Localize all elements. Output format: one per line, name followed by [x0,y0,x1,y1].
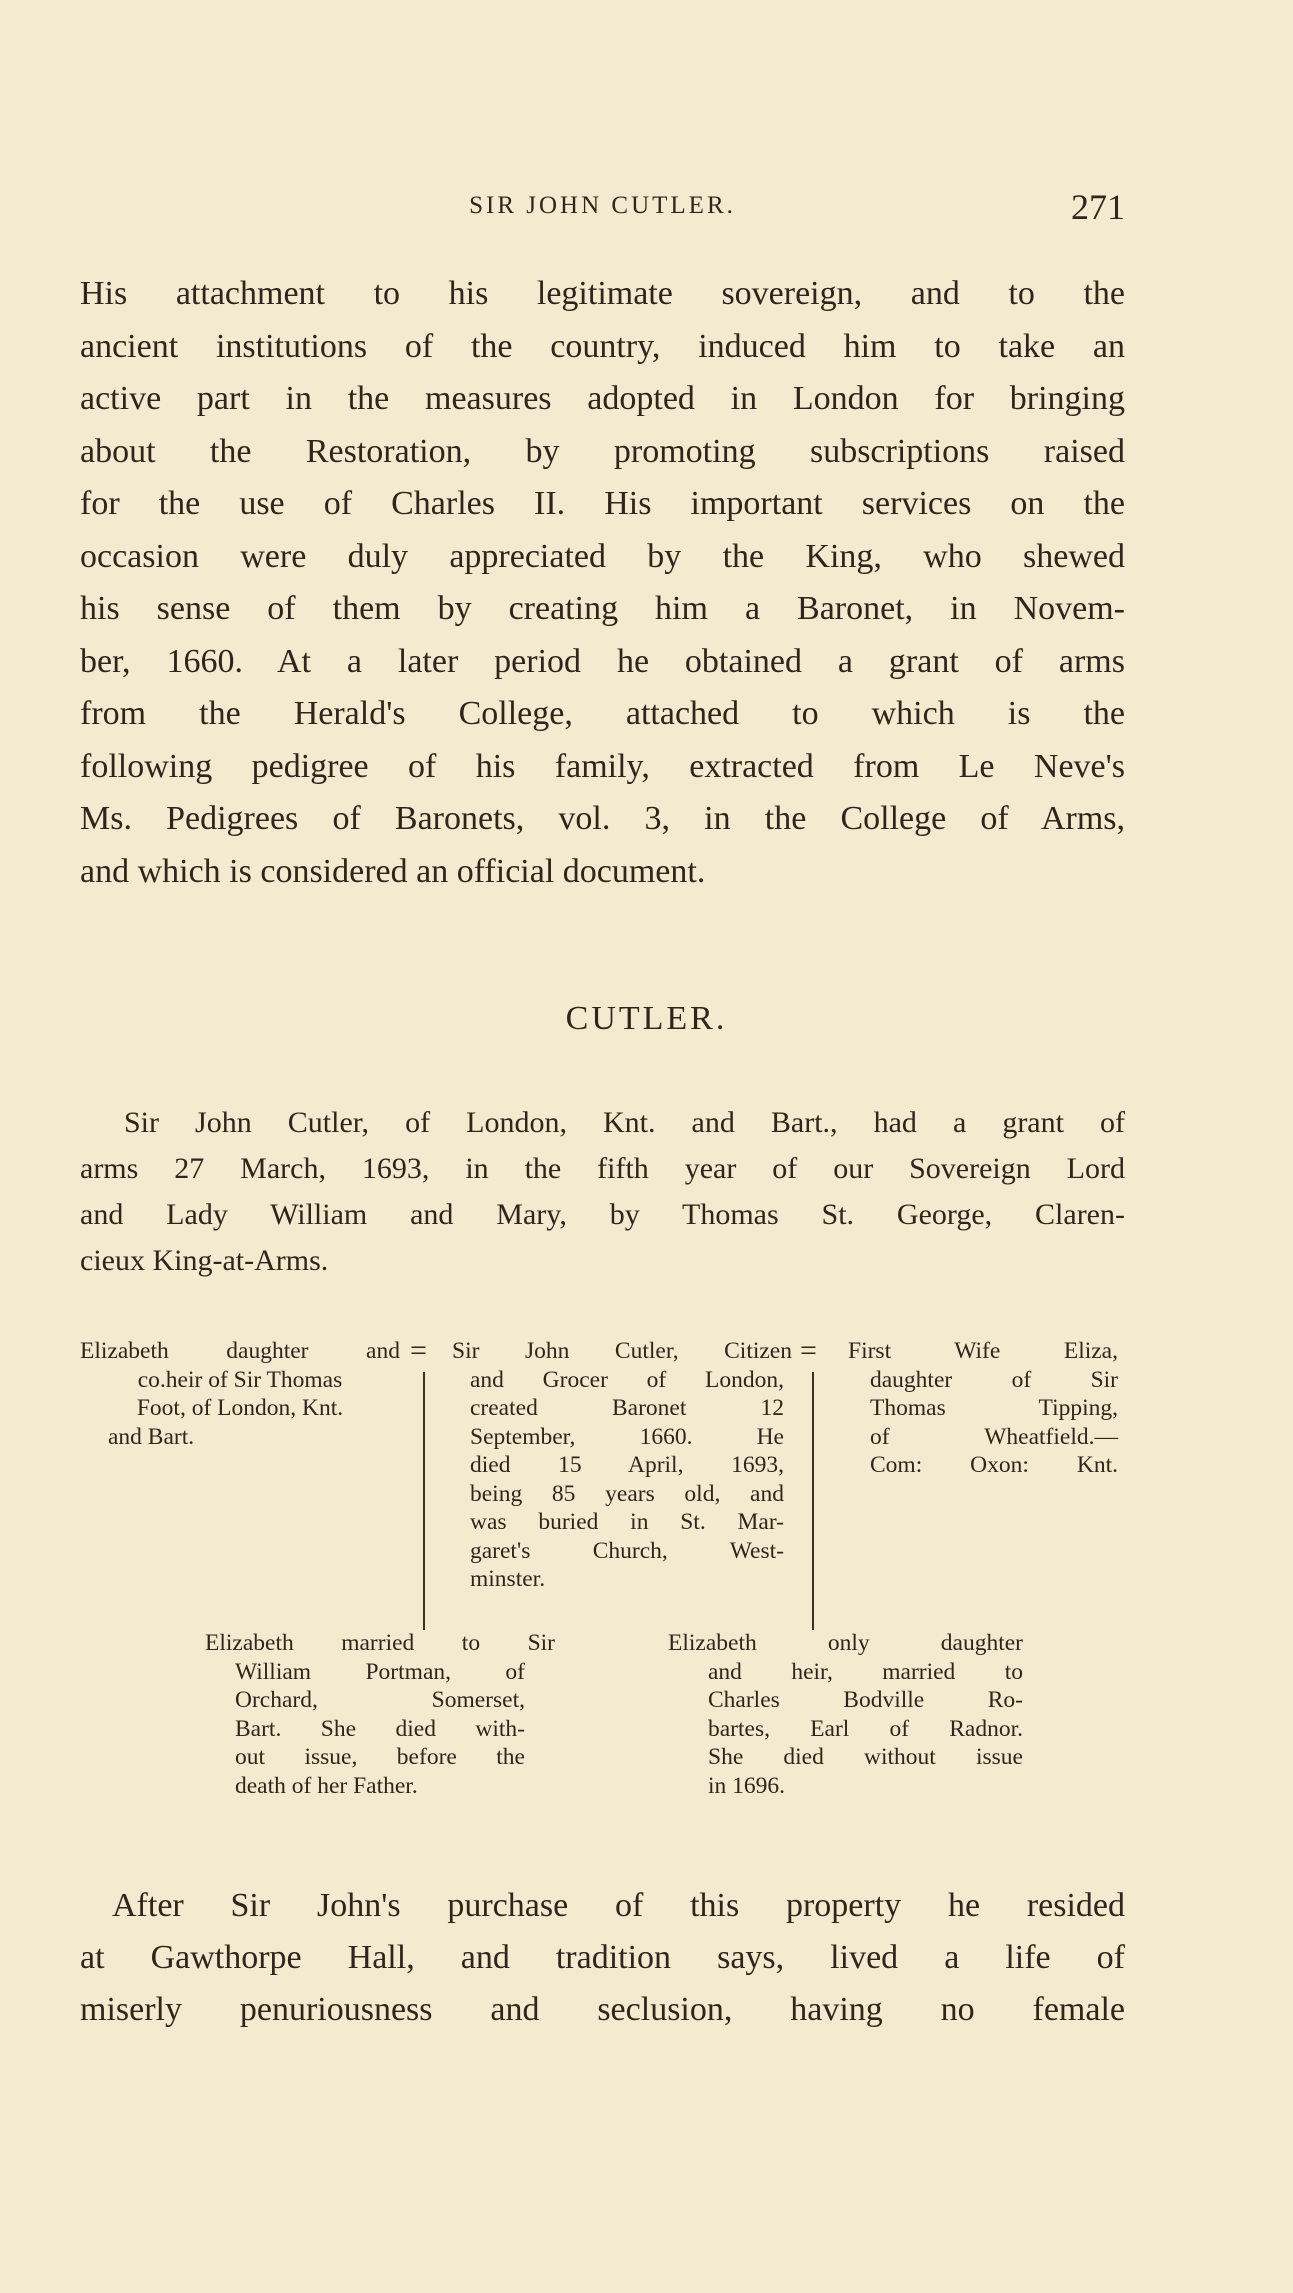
text-line: and which is considered an official document. [80,852,706,890]
pedigree-sir-john [452,1337,792,1594]
text-line: Ms. Pedigrees of Baronets, vol. 3, in the College of Arms, [80,800,1125,837]
text-line: William Portman, of [235,1658,525,1685]
pedigree-daughter-radnor [668,1629,1023,1800]
text-line: and heir, married to [708,1658,1023,1685]
text-line: from the Herald's College, attached to which is the [80,695,1125,732]
text-line: His attachment to his legitimate sovereign, and to the [80,275,1125,312]
text-line: Thomas Tipping, [870,1395,1118,1421]
text-line: Com: Oxon: Knt. [870,1452,1118,1478]
text-line: garet's Church, West- [470,1537,784,1564]
marriage-equals-sign: = [410,1334,427,1367]
text-line: in 1696. [708,1772,786,1799]
marriage-equals-sign: = [800,1334,817,1367]
text-line: occasion were duly appreciated by the King, who shewed [80,537,1125,575]
pedigree-first-wife [848,1337,1118,1480]
text-line: First Wife Eliza, [848,1338,1118,1364]
grant-paragraph [80,1100,1125,1284]
text-line: minster. [470,1566,546,1592]
text-line: death of her Father. [235,1772,418,1799]
text-line: about the Restoration, by promoting subscriptions raised [80,432,1125,470]
text-line: for the use of Charles II. His important services on the [80,485,1125,522]
text-line: Sir John Cutler, Citizen [452,1338,792,1364]
text-line: Charles Bodville Ro- [708,1687,1023,1713]
closing-paragraph [80,1880,1125,2036]
descent-line [812,1372,814,1630]
text-line: After Sir John's purchase of this property he resided [112,1887,1125,1924]
descent-line [423,1372,425,1630]
text-line: following pedigree of his family, extracted from Le Neve's [80,747,1125,785]
pedigree-second-wife [80,1337,400,1451]
text-line: miserly penuriousness and seclusion, having no female [80,1991,1125,2028]
text-line: Sir John Cutler, of London, Knt. and Bart., had a grant of [124,1106,1125,1139]
text-line: cieux King-at-Arms. [80,1244,329,1277]
running-title: SIR JOHN CUTLER. [469,192,736,219]
text-line: Elizabeth daughter and [80,1338,400,1364]
text-line: Bart. She died with- [235,1715,525,1742]
text-line: died 15 April, 1693, [470,1452,784,1478]
text-line: arms 27 March, 1693, in the fifth year of our Sovereign Lord [80,1152,1125,1185]
text-line: of Wheatfield.— [870,1423,1118,1450]
text-line: out issue, before the [235,1744,525,1770]
text-line: daughter of Sir [870,1366,1118,1393]
section-heading: CUTLER. [565,1000,728,1037]
page-number: 271 [1071,187,1125,227]
text-line: bartes, Earl of Radnor. [708,1715,1023,1742]
text-line: and Lady William and Mary, by Thomas St. George, Claren- [80,1198,1125,1231]
pedigree-daughter-portman [205,1629,555,1800]
text-line: created Baronet 12 [470,1395,784,1421]
text-line: ancient institutions of the country, induced him to take an [80,327,1125,365]
text-line: Elizabeth only daughter [668,1630,1023,1656]
text-line: September, 1660. He [470,1423,784,1450]
text-line: at Gawthorpe Hall, and tradition says, lived a life of [80,1939,1125,1976]
text-line: and Grocer of London, [470,1366,784,1393]
text-line: his sense of them by creating him a Baronet, in Novem- [80,590,1125,627]
text-line: active part in the measures adopted in London for bringing [80,380,1125,417]
text-line: being 85 years old, and [470,1480,784,1507]
text-line: ber, 1660. At a later period he obtained a grant of arms [80,642,1125,680]
text-line: She died without issue [708,1744,1023,1770]
text-line: and Bart. [108,1423,195,1450]
intro-paragraph [80,268,1125,898]
text-line: Foot, of London, Knt. [136,1395,344,1421]
text-line: Elizabeth married to Sir [205,1630,555,1656]
text-line: co.heir of Sir Thomas [137,1366,343,1393]
running-head [80,186,1125,226]
text-line: was buried in St. Mar- [470,1509,784,1535]
text-line: Orchard, Somerset, [235,1687,525,1713]
